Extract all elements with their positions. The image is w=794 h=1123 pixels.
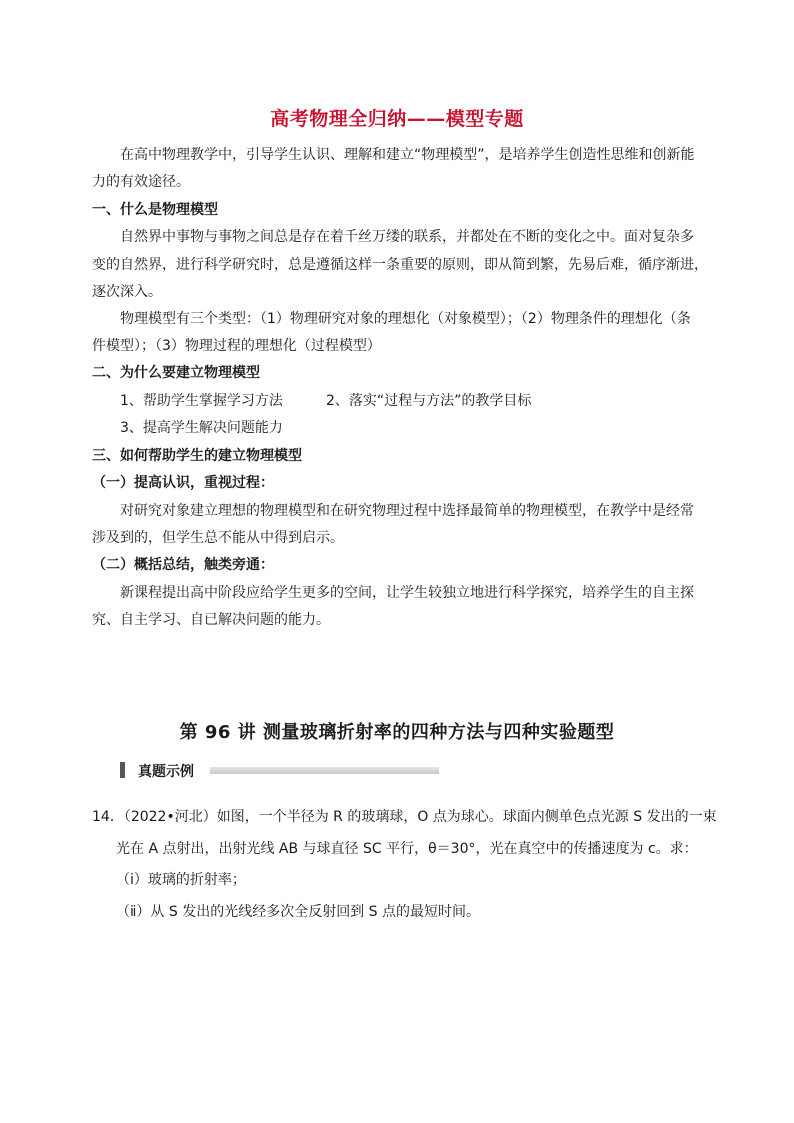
- intro-line-1: 在高中物理教学中，引导学生认识、理解和建立“物理模型”，是培养学生创造性思维和创新能: [120, 147, 695, 163]
- section-2-item-3: 3、提高学生解决问题能力: [120, 420, 283, 436]
- section-1-heading: 一、什么是物理模型: [92, 202, 218, 218]
- question-part-ii: （ⅱ）从 S 发出的光线经多次全反射回到 S 点的最短时间。: [116, 904, 480, 920]
- question-line-2: 光在 A 点射出，出射光线 AB 与球直径 SC 平行，θ＝30°，光在真空中的传播速度为 c。求：: [116, 841, 698, 857]
- example-tag: 真题示例: [138, 764, 194, 780]
- section-3-sub-2-line-1: 新课程提出高中阶段应给学生更多的空间，让学生较独立地进行科学探究，培养学生的自主探: [120, 585, 694, 601]
- section-2-heading: 二、为什么要建立物理模型: [92, 365, 260, 381]
- section-3-sub-1-line-1: 对研究对象建立理想的物理模型和在研究物理过程中选择最简单的物理模型，在教学中是经常: [120, 503, 694, 519]
- section-2-item-2: 2、落实“过程与方法”的教学目标: [326, 393, 532, 409]
- section-1-para-2-line-2: 件模型）；（3）物理过程的理想化（过程模型）: [92, 338, 381, 354]
- section-3-sub-2: （二）概括总结，触类旁通：: [92, 557, 274, 573]
- section-2-item-1: 1、帮助学生掌握学习方法: [120, 393, 283, 409]
- intro-line-2: 力的有效途径。: [92, 174, 190, 190]
- page-title: 高考物理全归纳——模型专题: [270, 108, 524, 130]
- section-3-sub-2-line-2: 究、自主学习、自已解决问题的能力。: [92, 612, 330, 628]
- lesson-title: 第 96 讲 测量玻璃折射率的四种方法与四种实验题型: [179, 722, 615, 743]
- section-3-heading: 三、如何帮助学生的建立物理模型: [92, 448, 302, 464]
- question-part-i: （ⅰ）玻璃的折射率；: [116, 872, 246, 888]
- section-1-para-2-line-1: 物理模型有三个类型：（1）物理研究对象的理想化（对象模型）；（2）物理条件的理想化（条: [120, 311, 691, 327]
- section-3-sub-1-line-2: 涉及到的，但学生总不能从中得到启示。: [92, 530, 344, 546]
- tag-divider-strip: [210, 767, 439, 774]
- tag-marker-bar: [120, 762, 125, 778]
- section-1-para-1-line-3: 逐次深入。: [92, 284, 162, 300]
- section-1-para-1-line-2: 变的自然界，进行科学研究时，总是遵循这样一条重要的原则，即从简到繁，先易后难，循序渐进，: [92, 257, 708, 273]
- question-line-1: 14．（2022•河北）如图，一个半径为 R 的玻璃球，O 点为球心。球面内侧单色点光源 S 发出的一束: [92, 809, 717, 825]
- section-1-para-1-line-1: 自然界中事物与事物之间总是存在着千丝万缕的联系，并都处在不断的变化之中。面对复杂多: [120, 229, 694, 245]
- section-3-sub-1: （一）提高认识，重视过程：: [92, 475, 274, 491]
